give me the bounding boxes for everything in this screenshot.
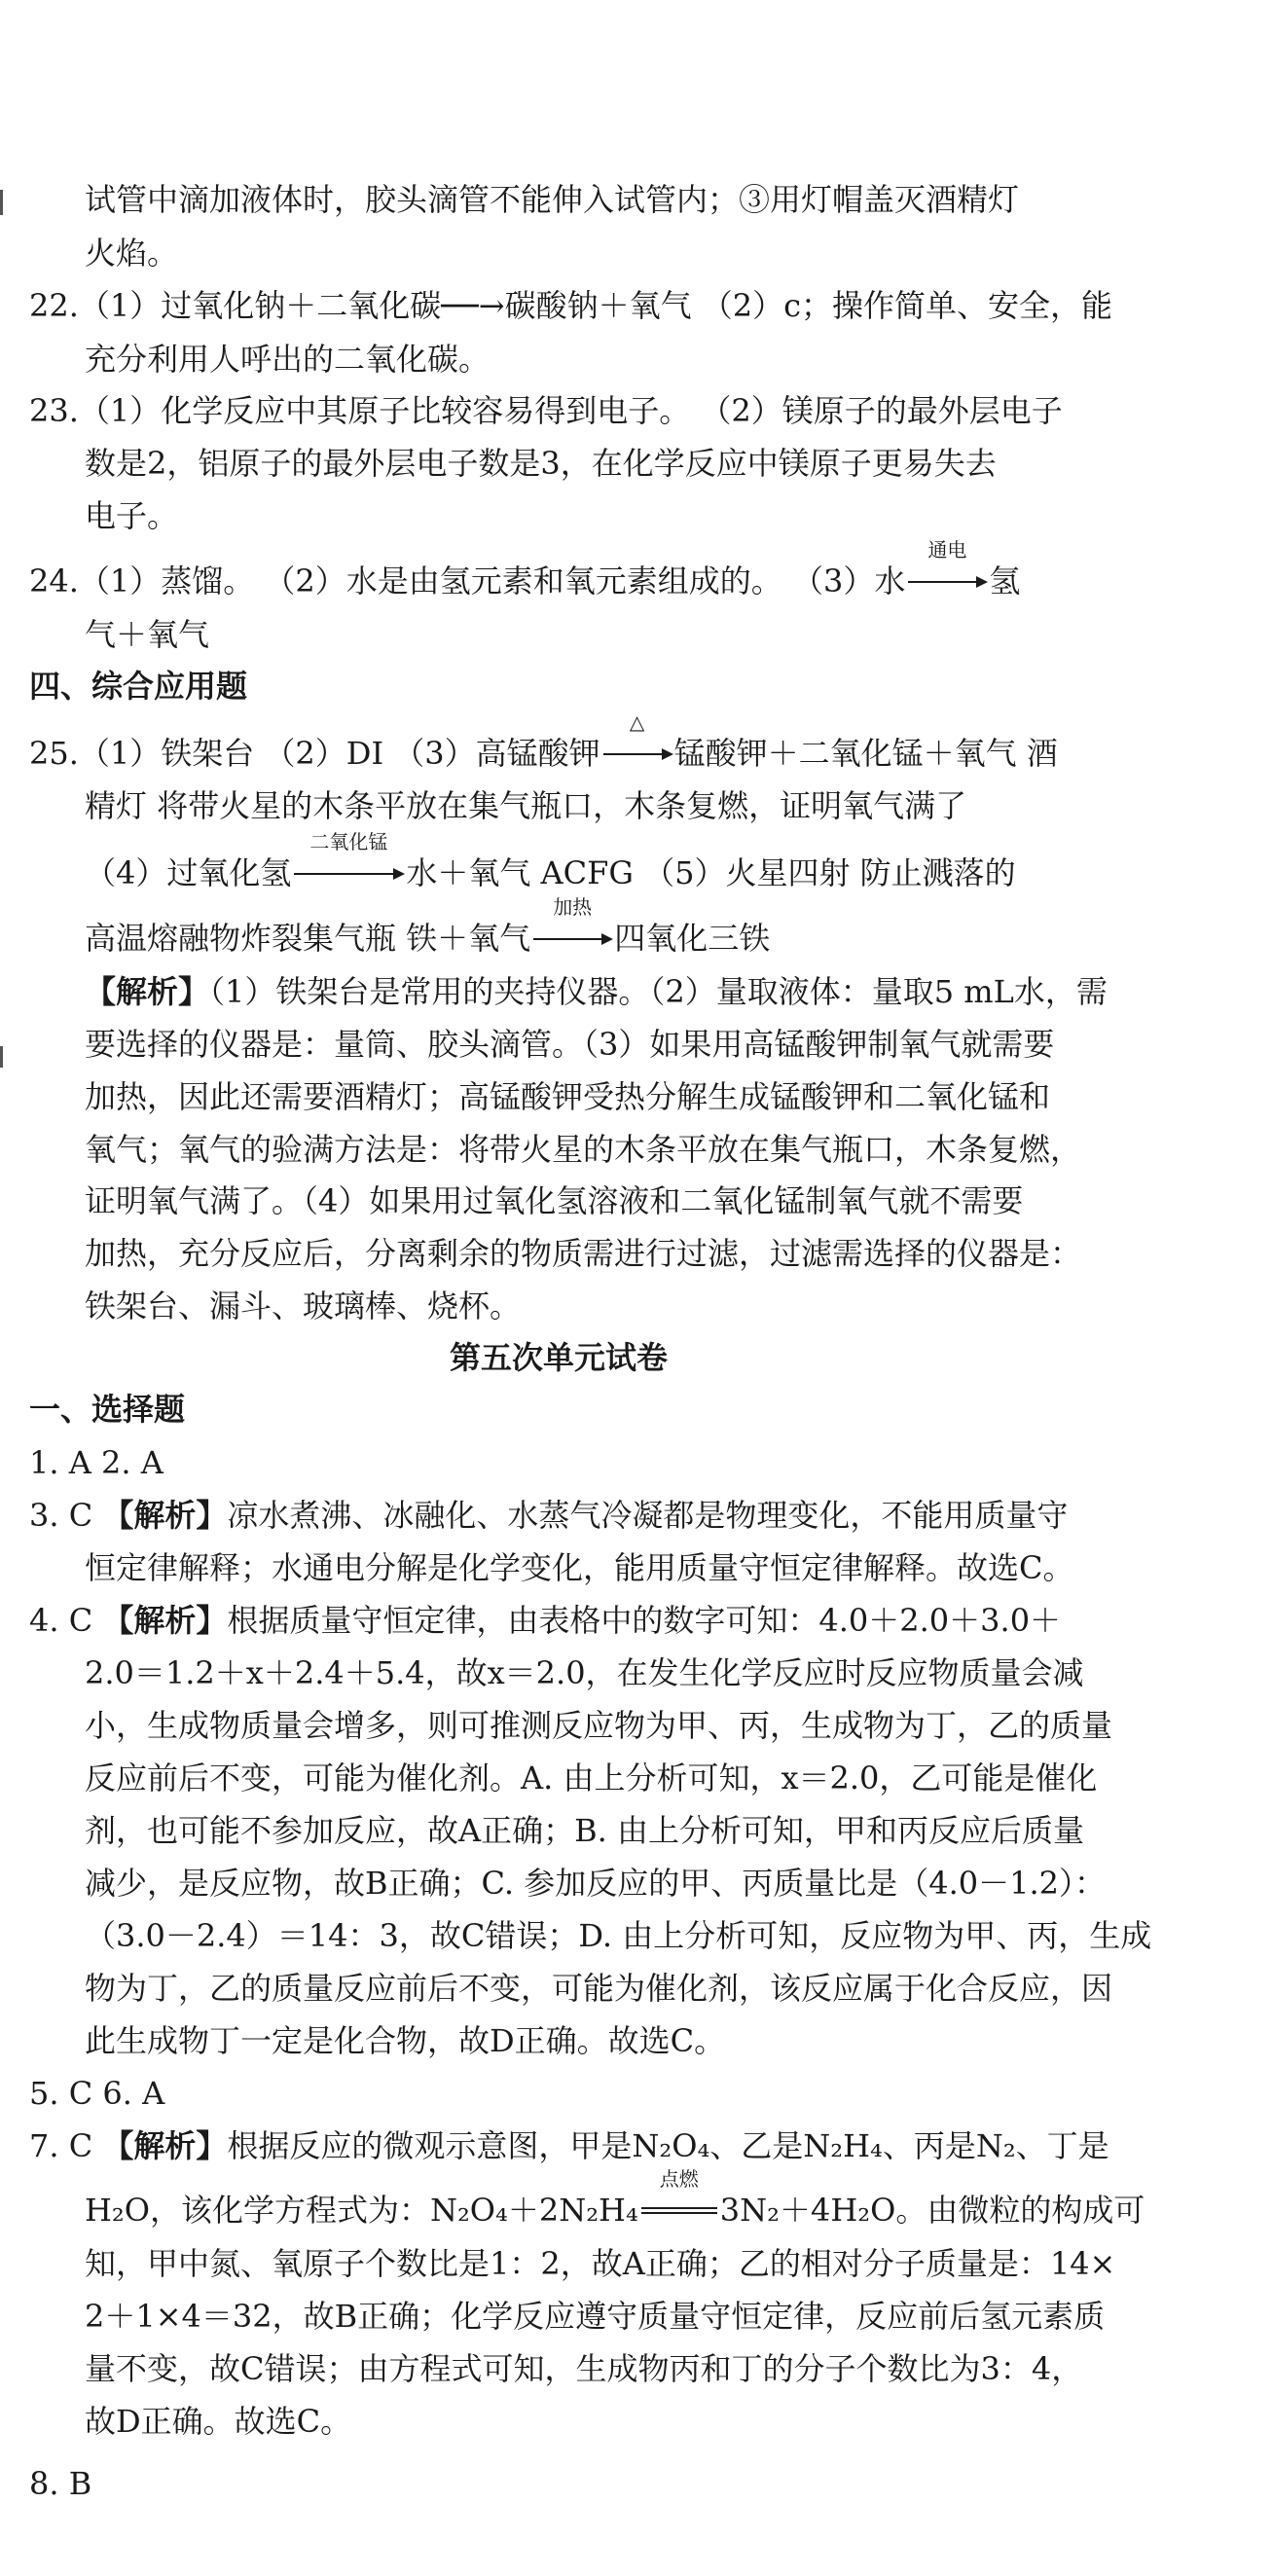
text-line: 知，甲中氮、氧原子个数比是1：2，故A正确；乙的相对分子质量是：14× bbox=[85, 2245, 1116, 2282]
reaction-arrow: 加热 bbox=[533, 917, 611, 960]
section-heading: 四、综合应用题 bbox=[29, 668, 248, 705]
question-25-answer: 25.（1）铁架台 （2）DI （3）高锰酸钾 △ 锰酸钾＋二氧化锰＋氧气 酒 bbox=[29, 732, 1058, 775]
binding-margin-mark bbox=[0, 190, 3, 215]
text-line: 要选择的仪器是：量筒、胶头滴管。（3）如果用高锰酸钾制氧气就需要 bbox=[85, 1026, 1055, 1063]
text-line: 小，生成物质量会增多，则可推测反应物为甲、丙，生成物为丁，乙的质量 bbox=[85, 1707, 1113, 1744]
question-24-answer: 24.（1）蒸馏。 （2）水是由氢元素和氧元素组成的。 （3）水 通电 氢 bbox=[29, 560, 1020, 602]
text-line: 试管中滴加液体时，胶头滴管不能伸入试管内；③用灯帽盖灭酒精灯 bbox=[85, 181, 1020, 218]
text-line: 铁架台、漏斗、玻璃棒、烧杯。 bbox=[85, 1288, 522, 1324]
question-7-answer: 7. C 【解析】根据反应的微观示意图，甲是N₂O₄、乙是N₂H₄、丙是N₂、丁是 bbox=[29, 2127, 1109, 2164]
text-line: 2＋1×4＝32，故B正确；化学反应遵守质量守恒定律，反应前后氢元素质 bbox=[85, 2298, 1106, 2335]
text-line: 剂，也可能不参加反应，故A正确；B. 由上分析可知，甲和丙反应后质量 bbox=[85, 1812, 1084, 1849]
answer-line: 1. A 2. A bbox=[29, 1444, 164, 1481]
section-heading: 一、选择题 bbox=[29, 1391, 186, 1428]
binding-margin-mark bbox=[0, 1046, 3, 1068]
question-4-answer: 4. C 【解析】根据质量守恒定律，由表格中的数字可知：4.0＋2.0＋3.0＋ bbox=[29, 1602, 1062, 1639]
answer-line: 5. C 6. A bbox=[29, 2075, 165, 2112]
question-23-answer: 23.（1）化学反应中其原子比较容易得到电子。 （2）镁原子的最外层电子 bbox=[29, 392, 1063, 429]
text-line: 此生成物丁一定是化合物，故D正确。故选C。 bbox=[85, 2022, 726, 2059]
analysis-paragraph: 【解析】（1）铁架台是常用的夹持仪器。（2）量取液体：量取5 mL水，需 bbox=[85, 973, 1108, 1010]
text-line: H₂O，该化学方程式为：N₂O₄＋2N₂H₄ 点燃 3N₂＋4H₂O。由微粒的构成可 bbox=[85, 2189, 1145, 2231]
reaction-arrow: 二氧化锰 bbox=[294, 852, 403, 894]
reaction-equals: 点燃 bbox=[641, 2189, 717, 2231]
text-line: 2.0＝1.2＋x＋2.4＋5.4，故x＝2.0，在发生化学反应时反应物质量会减 bbox=[85, 1654, 1084, 1691]
question-3-answer: 3. C 【解析】凉水煮沸、冰融化、水蒸气冷凝都是物理变化，不能用质量守 bbox=[29, 1497, 1069, 1534]
text-line: 充分利用人呼出的二氧化碳。 bbox=[85, 341, 491, 378]
text-line: 高温熔融物炸裂集气瓶 铁＋氧气 加热 四氧化三铁 bbox=[85, 917, 770, 960]
text-line: 证明氧气满了。（4）如果用过氧化氢溶液和二氧化锰制氧气就不需要 bbox=[85, 1182, 1024, 1219]
text-line: （4）过氧化氢 二氧化锰 水＋氧气 ACFG （5）火星四射 防止溅落的 bbox=[85, 852, 1016, 894]
answer-line: 8. B bbox=[29, 2465, 92, 2502]
text-line: 量不变，故C错误；由方程式可知，生成物丙和丁的分子个数比为3：4， bbox=[85, 2350, 1083, 2387]
text-line: 精灯 将带火星的木条平放在集气瓶口，木条复燃，证明氧气满了 bbox=[85, 787, 967, 824]
text-line: 氧气；氧气的验满方法是：将带火星的木条平放在集气瓶口，木条复燃， bbox=[85, 1131, 1082, 1168]
text-line: 火焰。 bbox=[85, 235, 179, 272]
text-line: 物为丁，乙的质量反应前后不变，可能为催化剂，该反应属于化合反应，因 bbox=[85, 1970, 1113, 2007]
text-line: 电子。 bbox=[85, 497, 179, 534]
text-line: 加热，因此还需要酒精灯；高锰酸钾受热分解生成锰酸钾和二氧化锰和 bbox=[85, 1078, 1051, 1115]
text-line: 加热，充分反应后，分离剩余的物质需进行过滤，过滤需选择的仪器是： bbox=[85, 1235, 1082, 1272]
text-line: 减少，是反应物，故B正确；C. 参加反应的甲、丙质量比是（4.0－1.2）： bbox=[85, 1865, 1106, 1902]
text-line: 数是2，铝原子的最外层电子数是3，在化学反应中镁原子更易失去 bbox=[85, 445, 997, 482]
reaction-arrow: △ bbox=[603, 732, 672, 775]
reaction-arrow: 通电 bbox=[908, 560, 986, 602]
text-line: （3.0－2.4）＝14：3，故C错误；D. 由上分析可知，反应物为甲、丙，生成 bbox=[85, 1917, 1152, 1954]
question-22-answer: 22.（1）过氧化钠＋二氧化碳──→碳酸钠＋氧气 （2）c；操作简单、安全，能 bbox=[29, 287, 1113, 324]
text-line: 恒定律解释；水通电分解是化学变化，能用质量守恒定律解释。故选C。 bbox=[85, 1549, 1074, 1586]
text-line: 故D正确。故选C。 bbox=[85, 2403, 352, 2440]
text-line: 反应前后不变，可能为催化剂。A. 由上分析可知，x＝2.0，乙可能是催化 bbox=[85, 1760, 1098, 1796]
page-title: 第五次单元试卷 bbox=[450, 1339, 669, 1376]
text-line: 气＋氧气 bbox=[85, 616, 210, 653]
